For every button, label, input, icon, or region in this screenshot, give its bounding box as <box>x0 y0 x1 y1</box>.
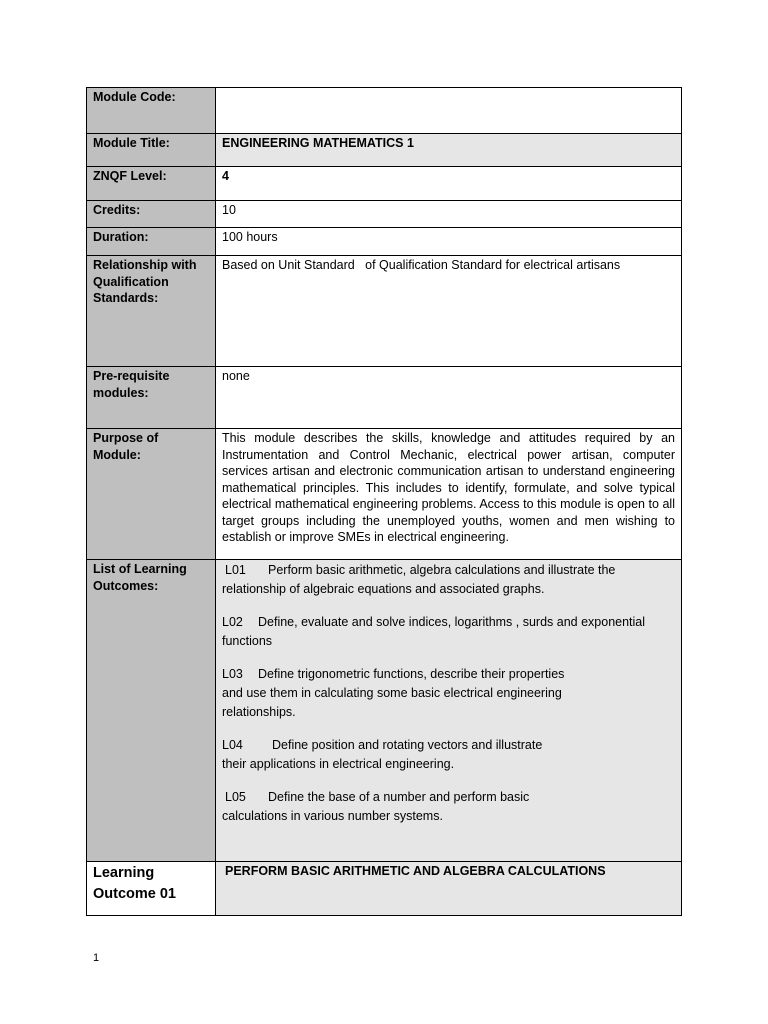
learning-outcome-item <box>222 665 675 722</box>
learning-outcome-text: Perform basic arithmetic, algebra calculations and illustrate the relationship of algebraic equations and associated graphs. <box>222 563 616 596</box>
row-learning-outcomes <box>87 560 682 862</box>
duration-label: Duration: <box>87 228 216 256</box>
learning-outcome-item <box>222 736 675 774</box>
page-number: 1 <box>93 952 100 964</box>
relationship-value: Based on Unit Standard of Qualification Standard for electrical artisans <box>216 256 682 367</box>
row-relationship <box>87 256 682 367</box>
credits-value: 10 <box>216 201 682 228</box>
learning-outcome-text: Define, evaluate and solve indices, logarithms , surds and exponential functions <box>222 615 646 648</box>
row-znqf-level <box>87 167 682 201</box>
learning-outcomes-list <box>216 560 682 862</box>
learning-outcome-text: Define trigonometric functions, describe their properties and use them in calculating some basic electrical engineering relationships. <box>222 667 565 719</box>
learning-outcome-01-label: Learning Outcome 01 <box>87 862 216 916</box>
learning-outcomes-label: List of Learning Outcomes: <box>87 560 216 862</box>
row-module-title <box>87 134 682 167</box>
learning-outcome-text: Define the base of a number and perform basic calculations in various number systems. <box>222 790 530 823</box>
row-prerequisite <box>87 367 682 429</box>
module-code-value <box>216 88 682 134</box>
row-duration <box>87 228 682 256</box>
learning-outcome-code: L03 <box>222 667 243 681</box>
znqf-level-value: 4 <box>216 167 682 201</box>
relationship-label: Relationship with Qualification Standards: <box>87 256 216 367</box>
prerequisite-label: Pre-requisite modules: <box>87 367 216 429</box>
znqf-level-label: ZNQF Level: <box>87 167 216 201</box>
module-title-label: Module Title: <box>87 134 216 167</box>
duration-value: 100 hours <box>216 228 682 256</box>
module-code-label: Module Code: <box>87 88 216 134</box>
row-module-code <box>87 88 682 134</box>
row-credits <box>87 201 682 228</box>
row-purpose <box>87 429 682 560</box>
learning-outcome-item <box>222 613 675 651</box>
credits-label: Credits: <box>87 201 216 228</box>
learning-outcome-code: L05 <box>225 790 246 804</box>
module-title-value: ENGINEERING MATHEMATICS 1 <box>216 134 682 167</box>
learning-outcome-item <box>222 788 675 826</box>
learning-outcome-code: L01 <box>225 563 246 577</box>
learning-outcome-code: L02 <box>222 615 243 629</box>
learning-outcome-item <box>222 561 675 599</box>
row-learning-outcome-01 <box>87 862 682 916</box>
purpose-value: This module describes the skills, knowledge and attitudes required by an Instrumentation and Control Mechanic, electrical power artisan, computer services artisan and electronic communication artisan to understand engineering mathematical principles. This includes to identify, formulate, and solve typical electrical mathematical engineering problems. Access to this module is open to all target groups including the unemployed youths, women and men wishing to establish or improve SMEs in electrical engineering. <box>216 429 682 560</box>
learning-outcome-code: L04 <box>222 738 243 752</box>
purpose-label: Purpose of Module: <box>87 429 216 560</box>
learning-outcome-01-value: PERFORM BASIC ARITHMETIC AND ALGEBRA CALCULATIONS <box>216 862 682 916</box>
learning-outcome-text: Define position and rotating vectors and illustrate their applications in electrical engineering. <box>222 738 543 771</box>
prerequisite-value: none <box>216 367 682 429</box>
module-descriptor-table <box>86 87 682 916</box>
